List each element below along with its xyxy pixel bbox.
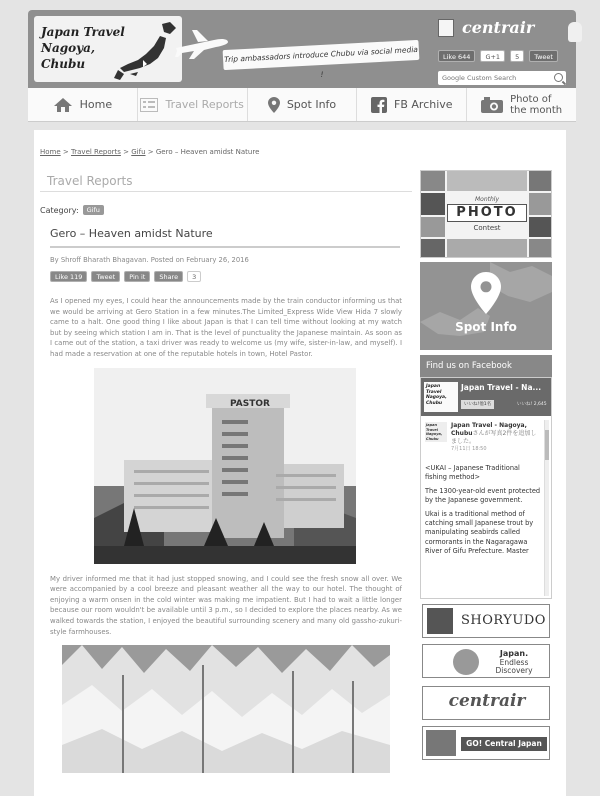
nav-fb-archive-label: FB Archive bbox=[394, 98, 453, 111]
main-nav bbox=[28, 88, 576, 122]
breadcrumb-travel-reports[interactable]: Travel Reports bbox=[71, 148, 121, 156]
facebook-post-text bbox=[425, 464, 541, 561]
shoryudo-banner[interactable] bbox=[422, 604, 550, 638]
japan-endless-discovery-text: Japan. Endless Discovery bbox=[495, 649, 533, 675]
article-content bbox=[40, 170, 412, 773]
breadcrumb-current: Gero – Heaven amidst Nature bbox=[155, 148, 260, 156]
facebook-post-paragraph-1: The 1300-year-old event protected by the Japanese government. bbox=[425, 486, 541, 505]
article-share-button[interactable]: Share bbox=[154, 271, 183, 282]
article-byline: By Shroff Bharath Bhagavan. Posted on February 26, 2016 bbox=[50, 256, 249, 264]
forest-photo-drawing bbox=[62, 645, 390, 773]
header-tagline: Trip ambassadors introduce Chubu via social media ! bbox=[223, 40, 420, 70]
header-social-buttons bbox=[438, 50, 558, 62]
home-icon bbox=[53, 97, 73, 113]
centrair-wordmark: centrair bbox=[462, 18, 535, 37]
article-like-button[interactable]: Like 119 bbox=[50, 271, 87, 282]
section-title: Travel Reports bbox=[40, 170, 412, 192]
facebook-page-title[interactable]: Japan Travel - Na... bbox=[461, 383, 542, 392]
article-title: Gero – Heaven amidst Nature bbox=[50, 227, 400, 248]
snowy-forest-photo bbox=[62, 645, 390, 773]
article-pinit-button[interactable]: Pin it bbox=[124, 271, 150, 282]
shoryudo-banner-text: SHORYUDO bbox=[461, 613, 546, 628]
nav-photo-label: Photo of the month bbox=[510, 93, 563, 116]
go-central-japan-logo-icon bbox=[426, 730, 456, 756]
hotel-photo-drawing bbox=[94, 368, 356, 564]
site-logo[interactable] bbox=[34, 16, 182, 82]
nav-photo-of-the-month[interactable] bbox=[467, 88, 576, 121]
photo-contest-word: PHOTO bbox=[447, 204, 527, 222]
shoryudo-logo-icon bbox=[427, 608, 453, 634]
centrair-banner-text: centrair bbox=[448, 691, 526, 711]
cherry-blossom-icon bbox=[453, 649, 479, 675]
facebook-post-title: <UKAI – Japanese Traditional fishing method> bbox=[425, 464, 520, 482]
camera-icon bbox=[481, 97, 503, 113]
facebook-page-logo: Japan Travel Nagoya, Chubu bbox=[424, 382, 458, 412]
gplus-button[interactable]: G+1 bbox=[480, 50, 505, 62]
map-pin-icon bbox=[268, 97, 280, 113]
spot-info-banner[interactable] bbox=[420, 262, 552, 350]
japan-endless-discovery-banner[interactable] bbox=[422, 644, 550, 678]
search-box bbox=[438, 71, 566, 85]
search-input[interactable] bbox=[438, 71, 548, 85]
category-badge[interactable]: Gifu bbox=[83, 205, 104, 215]
spot-info-label: Spot Info bbox=[455, 320, 517, 334]
tweet-button[interactable]: Tweet bbox=[529, 50, 558, 62]
photo-contest-label: Contest bbox=[473, 224, 501, 232]
site-header bbox=[28, 10, 576, 88]
article-share-count: 3 bbox=[187, 271, 201, 282]
airplane-icon bbox=[174, 26, 230, 60]
centrair-mark-icon bbox=[438, 19, 454, 37]
facebook-widget-heading: Find us on Facebook bbox=[420, 355, 552, 377]
hotel-sign-text: PASTOR bbox=[230, 398, 270, 409]
nav-travel-reports[interactable] bbox=[138, 88, 248, 121]
go-central-japan-text: GO! Central Japan bbox=[461, 737, 547, 751]
facebook-like-button[interactable]: Like 644 bbox=[438, 50, 475, 62]
nav-spot-info-label: Spot Info bbox=[286, 98, 337, 111]
hotel-pastor-photo bbox=[94, 368, 356, 564]
facebook-post-author[interactable]: Japan Travel - Nagoya, Chubuさんが写真2件を追加しました。 bbox=[451, 422, 537, 445]
facebook-page-like-count: いいね! 2,645 bbox=[517, 402, 547, 407]
nav-spot-info[interactable] bbox=[248, 88, 358, 121]
breadcrumb-separator: > bbox=[147, 148, 154, 156]
facebook-post-paragraph-2: Ukai is a traditional method of catching small Japanese trout by manipulating seabirds called cormorants in the Nagaragawa River of Gifu Prefecture. Master bbox=[425, 509, 534, 556]
gplus-count: 5 bbox=[510, 50, 524, 62]
facebook-page-like-button[interactable]: いいね!他1名 bbox=[461, 400, 494, 409]
spot-info-map bbox=[420, 262, 552, 350]
breadcrumb bbox=[40, 148, 259, 156]
map-pin-icon bbox=[471, 272, 501, 314]
go-central-japan-banner[interactable] bbox=[422, 726, 550, 760]
category-row bbox=[40, 205, 412, 215]
mascot-icon bbox=[568, 22, 582, 42]
nav-home-label: Home bbox=[79, 98, 113, 111]
nav-travel-reports-label: Travel Reports bbox=[165, 98, 244, 111]
facebook-widget bbox=[420, 377, 552, 599]
article-tweet-button[interactable]: Tweet bbox=[91, 271, 120, 282]
article-paragraph-1: As I opened my eyes, I could hear the announcements made by the train conductor informing us that we would be arriving at Gero Station in a few minutes.The Limited_Express Wide View Hida 7 slowly came to a halt. One good thing I like about Japan is that I can tell time without looking at my watch but by seeing which station I am in. That is the level of punctuality the Japanese maintain. As soon as I came out of the station, a taxi driver was ready to welcome us (my wife, sister-in-law, and myself). I had made a reservation at one of the reputable hotels in town, Hotel Pastor. bbox=[50, 297, 402, 358]
list-icon bbox=[140, 98, 158, 112]
photo-contest-banner[interactable] bbox=[420, 170, 552, 258]
photo-contest-monthly: Monthly bbox=[474, 196, 500, 203]
breadcrumb-separator: > bbox=[123, 148, 130, 156]
centrair-logo[interactable] bbox=[438, 18, 558, 40]
article-paragraph-2: My driver informed me that it had just stopped snowing, and I could see the fresh snow all over. We were accompanied by a cool breeze and pleasant weather all the way to our hotel. The thought of enjoying a warm onsen in the cold winter was making me impatient. But I had to wait a little longer because our room wouldn't be available until 3 p.m., so I decided to explore the places nearby. As we walked towards the station, I enjoyed the beautiful surrounding scenery and many old gassho-zukuri-style farmhouses. bbox=[50, 574, 402, 636]
breadcrumb-gifu[interactable]: Gifu bbox=[131, 148, 146, 156]
nav-home[interactable] bbox=[28, 88, 138, 121]
site-logo-text: Japan Travel Nagoya, Chubu bbox=[41, 25, 125, 71]
category-label: Category: bbox=[40, 205, 79, 215]
article-share-buttons bbox=[50, 271, 412, 282]
search-icon[interactable] bbox=[554, 73, 563, 82]
centrair-banner[interactable] bbox=[422, 686, 550, 720]
breadcrumb-separator: > bbox=[62, 148, 69, 156]
facebook-icon bbox=[371, 97, 387, 113]
facebook-widget-scrollbar[interactable] bbox=[544, 420, 549, 596]
japan-map-icon bbox=[110, 20, 180, 82]
facebook-post-avatar[interactable]: Japan Travel Nagoya, Chubu bbox=[425, 422, 447, 442]
facebook-page-cover[interactable] bbox=[421, 378, 551, 416]
facebook-post-date: 7月11日 18:50 bbox=[451, 446, 487, 452]
breadcrumb-home[interactable]: Home bbox=[40, 148, 61, 156]
nav-fb-archive[interactable] bbox=[357, 88, 467, 121]
